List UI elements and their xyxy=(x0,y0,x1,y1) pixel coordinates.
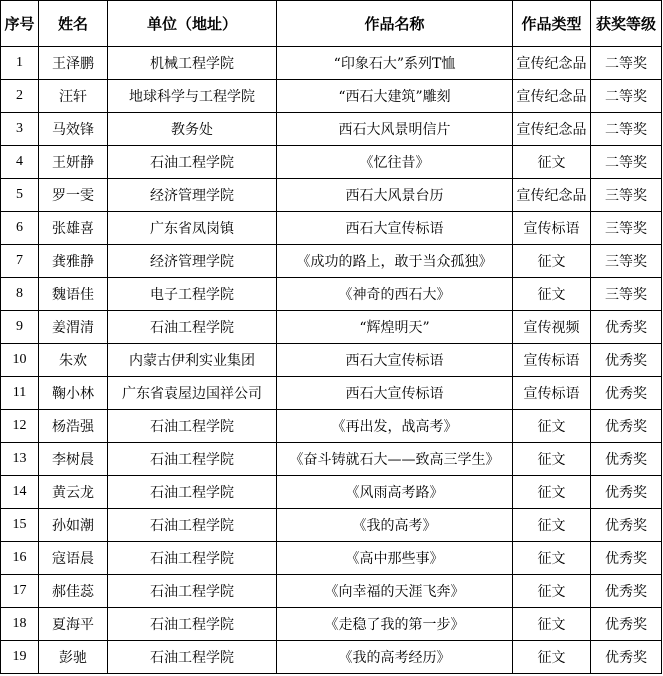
cell-work-type: 宣传标语 xyxy=(513,212,591,245)
cell-work-title: 《再出发，战高考》 xyxy=(277,410,513,443)
cell-unit: 石油工程学院 xyxy=(108,476,277,509)
table-body xyxy=(1,47,662,674)
header-work-title: 作品名称 xyxy=(277,1,513,47)
cell-work-type: 征文 xyxy=(513,542,591,575)
cell-award-level: 二等奖 xyxy=(591,47,662,80)
table-row xyxy=(1,47,662,80)
cell-award-level: 优秀奖 xyxy=(591,476,662,509)
table-row xyxy=(1,542,662,575)
cell-name: 黄云龙 xyxy=(39,476,108,509)
cell-work-title: 西石大宣传标语 xyxy=(277,212,513,245)
cell-work-title: “印象石大”系列T恤 xyxy=(277,47,513,80)
cell-unit: 石油工程学院 xyxy=(108,146,277,179)
cell-name: 龚雅静 xyxy=(39,245,108,278)
cell-award-level: 优秀奖 xyxy=(591,410,662,443)
cell-name: 杨浩强 xyxy=(39,410,108,443)
cell-award-level: 三等奖 xyxy=(591,278,662,311)
cell-work-title: 《向幸福的天涯飞奔》 xyxy=(277,575,513,608)
cell-work-title: 《我的高考经历》 xyxy=(277,641,513,674)
cell-index: 14 xyxy=(1,476,39,509)
cell-work-type: 征文 xyxy=(513,245,591,278)
cell-index: 1 xyxy=(1,47,39,80)
cell-name: 夏海平 xyxy=(39,608,108,641)
table-row xyxy=(1,410,662,443)
cell-name: 李树晨 xyxy=(39,443,108,476)
cell-unit: 石油工程学院 xyxy=(108,542,277,575)
cell-name: 张雄喜 xyxy=(39,212,108,245)
table-row xyxy=(1,344,662,377)
cell-index: 13 xyxy=(1,443,39,476)
table-row xyxy=(1,146,662,179)
cell-work-title: 《成功的路上，敢于当众孤独》 xyxy=(277,245,513,278)
cell-name: 郝佳蕊 xyxy=(39,575,108,608)
cell-work-title: 西石大风景台历 xyxy=(277,179,513,212)
cell-award-level: 优秀奖 xyxy=(591,443,662,476)
cell-index: 2 xyxy=(1,80,39,113)
cell-name: 王泽鹏 xyxy=(39,47,108,80)
cell-award-level: 二等奖 xyxy=(591,113,662,146)
cell-unit: 石油工程学院 xyxy=(108,641,277,674)
cell-work-type: 宣传纪念品 xyxy=(513,80,591,113)
cell-unit: 广东省袁屋边国祥公司 xyxy=(108,377,277,410)
cell-work-title: 《走稳了我的第一步》 xyxy=(277,608,513,641)
cell-name: 朱欢 xyxy=(39,344,108,377)
cell-work-type: 宣传标语 xyxy=(513,344,591,377)
cell-work-title: “西石大建筑”雕刻 xyxy=(277,80,513,113)
cell-name: 鞠小林 xyxy=(39,377,108,410)
cell-work-title: 《高中那些事》 xyxy=(277,542,513,575)
cell-index: 8 xyxy=(1,278,39,311)
cell-work-title: 《奋斗铸就石大——致高三学生》 xyxy=(277,443,513,476)
cell-unit: 石油工程学院 xyxy=(108,311,277,344)
cell-name: 孙如潮 xyxy=(39,509,108,542)
cell-work-title: 《风雨高考路》 xyxy=(277,476,513,509)
cell-work-type: 征文 xyxy=(513,146,591,179)
cell-unit: 经济管理学院 xyxy=(108,179,277,212)
cell-unit: 电子工程学院 xyxy=(108,278,277,311)
cell-unit: 石油工程学院 xyxy=(108,410,277,443)
cell-index: 12 xyxy=(1,410,39,443)
cell-index: 16 xyxy=(1,542,39,575)
header-name: 姓名 xyxy=(39,1,108,47)
table-row xyxy=(1,641,662,674)
cell-work-title: 西石大宣传标语 xyxy=(277,377,513,410)
cell-award-level: 优秀奖 xyxy=(591,311,662,344)
table-row xyxy=(1,575,662,608)
cell-work-type: 征文 xyxy=(513,278,591,311)
cell-award-level: 优秀奖 xyxy=(591,542,662,575)
cell-unit: 石油工程学院 xyxy=(108,575,277,608)
header-work-type: 作品类型 xyxy=(513,1,591,47)
table-row xyxy=(1,608,662,641)
table-row xyxy=(1,278,662,311)
cell-unit: 机械工程学院 xyxy=(108,47,277,80)
cell-index: 19 xyxy=(1,641,39,674)
cell-index: 15 xyxy=(1,509,39,542)
cell-unit: 教务处 xyxy=(108,113,277,146)
cell-name: 彭驰 xyxy=(39,641,108,674)
cell-award-level: 优秀奖 xyxy=(591,344,662,377)
cell-award-level: 优秀奖 xyxy=(591,377,662,410)
cell-work-type: 征文 xyxy=(513,476,591,509)
cell-name: 罗一雯 xyxy=(39,179,108,212)
cell-work-type: 征文 xyxy=(513,641,591,674)
cell-award-level: 三等奖 xyxy=(591,245,662,278)
cell-work-title: 西石大宣传标语 xyxy=(277,344,513,377)
cell-unit: 石油工程学院 xyxy=(108,509,277,542)
table-row xyxy=(1,443,662,476)
cell-index: 17 xyxy=(1,575,39,608)
cell-unit: 广东省凤岗镇 xyxy=(108,212,277,245)
cell-unit: 石油工程学院 xyxy=(108,443,277,476)
cell-unit: 内蒙古伊利实业集团 xyxy=(108,344,277,377)
cell-index: 4 xyxy=(1,146,39,179)
header-award-level: 获奖等级 xyxy=(591,1,662,47)
cell-index: 7 xyxy=(1,245,39,278)
cell-index: 5 xyxy=(1,179,39,212)
cell-name: 马效锋 xyxy=(39,113,108,146)
cell-index: 11 xyxy=(1,377,39,410)
cell-unit: 地球科学与工程学院 xyxy=(108,80,277,113)
table-row xyxy=(1,179,662,212)
cell-work-type: 宣传标语 xyxy=(513,377,591,410)
cell-work-title: 西石大风景明信片 xyxy=(277,113,513,146)
cell-name: 姜渭清 xyxy=(39,311,108,344)
cell-name: 王妍静 xyxy=(39,146,108,179)
cell-work-title: 《神奇的西石大》 xyxy=(277,278,513,311)
cell-index: 10 xyxy=(1,344,39,377)
cell-work-type: 宣传纪念品 xyxy=(513,113,591,146)
cell-index: 6 xyxy=(1,212,39,245)
cell-award-level: 优秀奖 xyxy=(591,509,662,542)
cell-award-level: 二等奖 xyxy=(591,80,662,113)
cell-index: 9 xyxy=(1,311,39,344)
cell-work-title: “辉煌明天” xyxy=(277,311,513,344)
cell-work-title: 《我的高考》 xyxy=(277,509,513,542)
cell-unit: 石油工程学院 xyxy=(108,608,277,641)
cell-work-type: 宣传纪念品 xyxy=(513,179,591,212)
cell-award-level: 三等奖 xyxy=(591,179,662,212)
table-row xyxy=(1,212,662,245)
cell-award-level: 三等奖 xyxy=(591,212,662,245)
cell-work-type: 征文 xyxy=(513,410,591,443)
header-unit: 单位（地址） xyxy=(108,1,277,47)
cell-work-type: 征文 xyxy=(513,608,591,641)
cell-unit: 经济管理学院 xyxy=(108,245,277,278)
cell-work-title: 《忆往昔》 xyxy=(277,146,513,179)
cell-name: 魏语佳 xyxy=(39,278,108,311)
cell-work-type: 宣传纪念品 xyxy=(513,47,591,80)
cell-award-level: 优秀奖 xyxy=(591,641,662,674)
cell-work-type: 征文 xyxy=(513,443,591,476)
header-index: 序号 xyxy=(1,1,39,47)
table-row xyxy=(1,311,662,344)
cell-index: 3 xyxy=(1,113,39,146)
cell-name: 汪轩 xyxy=(39,80,108,113)
cell-index: 18 xyxy=(1,608,39,641)
table-row xyxy=(1,245,662,278)
table-row xyxy=(1,509,662,542)
table-row xyxy=(1,377,662,410)
table-row xyxy=(1,113,662,146)
cell-name: 寇语晨 xyxy=(39,542,108,575)
table-row xyxy=(1,476,662,509)
cell-award-level: 优秀奖 xyxy=(591,608,662,641)
cell-award-level: 二等奖 xyxy=(591,146,662,179)
header-row xyxy=(1,1,662,47)
cell-work-type: 宣传视频 xyxy=(513,311,591,344)
cell-work-type: 征文 xyxy=(513,575,591,608)
cell-award-level: 优秀奖 xyxy=(591,575,662,608)
table-row xyxy=(1,80,662,113)
cell-work-type: 征文 xyxy=(513,509,591,542)
